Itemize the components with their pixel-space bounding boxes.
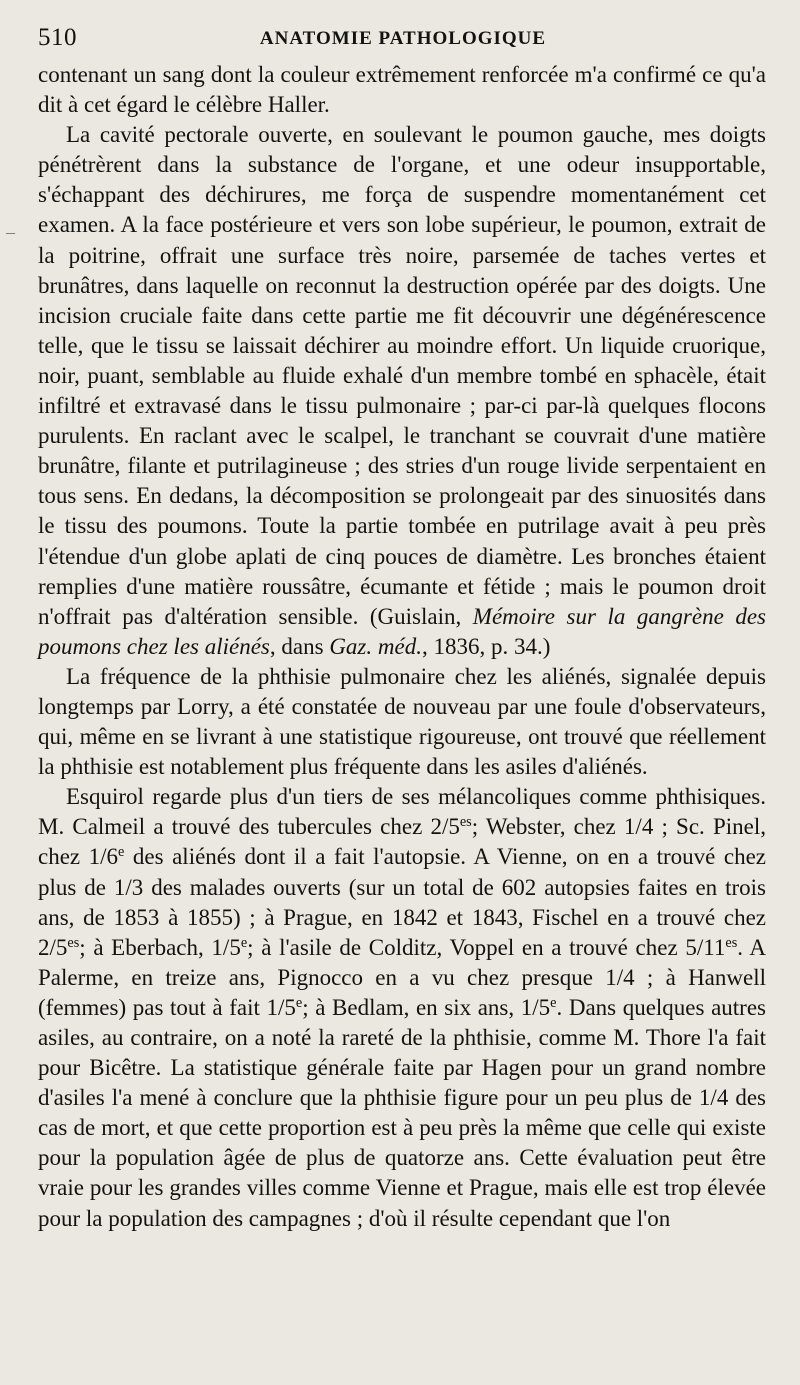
paragraph-phthisie-frequency: La fréquence de la phthisie pulmonaire chez les aliénés, signalée depuis longtemps par Lorry, a été constatée de nouveau par une foule d'observateurs, qui, même en se livrant à une statistique rigoureuse, ont trouvé que réellement la phthisie est notablement plus fréquente dans les asiles d'aliénés. <box>38 663 766 780</box>
citation-end: , 1836, p. 34.) <box>421 633 551 659</box>
statistics-text: ; Webster, chez 1/4 ; Sc. Pinel, chez 1/6 <box>38 814 766 870</box>
citation-connector: , dans <box>269 633 330 659</box>
page-number: 510 <box>38 24 77 51</box>
ordinal-superscript: es <box>67 934 80 951</box>
paragraph-continuation: contenant un sang dont la couleur extrêmement renforcée m'a confirmé ce qu'a dit à cet égard le célèbre Haller. <box>38 62 766 118</box>
ordinal-superscript: e <box>550 995 557 1012</box>
ordinal-superscript: es <box>459 814 472 831</box>
statistics-text: des aliénés dont il a fait l'autopsie. A Vienne, on en a trouvé chez plus de 1/3 des malades ouverts (sur un total de 602 autopsies faites en trois ans, de 1853 à 1855) ; à Prague, en 1842 et 1843, Fischel en a trouvé chez 2/5 <box>38 844 767 960</box>
paragraph-autopsy-report <box>38 120 766 662</box>
statistics-text: ; à Bedlam, en six ans, 1/5 <box>302 994 551 1020</box>
ordinal-superscript: es <box>725 934 738 951</box>
statistics-text: . A Palerme, en treize ans, Pignocco en a vu chez presque 1/4 ; à Hanwell (femmes) pas tout à fait 1/5 <box>38 934 767 1020</box>
statistics-text: ; à l'asile de Colditz, Voppel en a trouvé chez 5/11 <box>247 934 726 960</box>
ordinal-superscript: e <box>118 844 125 861</box>
citation-journal: Gaz. méd. <box>329 633 422 659</box>
paragraph-statistics <box>38 782 766 1233</box>
body-text <box>38 60 766 1234</box>
page-header <box>38 24 768 58</box>
paragraph-text: La cavité pectorale ouverte, en soulevant le poumon gauche, mes doigts pénétrèrent dans la substance de l'organe, et une odeur insupportable, s'échappant des déchirures, me força de suspendre momentanément cet examen. A la face postérieure et vers son lobe supérieur, le poumon, extrait de la poitrine, offrait une surface très noire, parsemée de taches vertes et brunâtres, dans laquelle on reconnut la destruction opérée par des doigts. Une incision cruciale faite dans cette partie me fit découvrir une dégénérescence telle, que le tissu se laissait déchirer au moindre effort. Un liquide cruorique, noir, puant, semblable au fluide exhalé d'un membre tombé en sphacèle, était infiltré et extravasé dans le tissu pulmonaire ; par-ci par-là quelques flocons purulents. En raclant avec le scalpel, le tranchant se couvrait d'une matière brunâtre, filante et putrilagineuse ; des stries d'un rouge livide serpentaient en tous sens. En dedans, la décomposition se prolongeait par des sinuosités dans le tissu des poumons. Toute la partie tombée en putrilage avait à peu près l'étendue d'un globe aplati de cinq pouces de diamètre. Les bronches étaient remplies d'une matière roussâtre, écumante et fétide ; mais le poumon droit n'offrait pas d'altération sensible. (Guislain, <box>38 122 766 629</box>
statistics-text: ; à Eberbach, 1/5 <box>79 934 241 960</box>
statistics-text: . Dans quelques autres asiles, au contraire, on a noté la rareté de la phthisie, comme M. Thore l'a fait pour Bicêtre. La statistique générale faite par Hagen pour un grand nombre d'asiles l'a mené à conclure que la phthisie figure pour un peu plus de 1/4 des cas de mort, et que cette proportion est à peu près la même que celle qui existe pour la population âgée de plus de quatorze ans. Cette évaluation peut être vraie pour les grandes villes comme Vienne et Prague, mais elle est trop élevée pour la population des campagnes ; d'où il résulte cependant que l'on <box>38 994 767 1231</box>
statistics-text: Esquirol regarde plus d'un tiers de ses mélancoliques comme phthisiques. M. Calmeil a trouvé des tubercules chez 2/5 <box>38 784 766 840</box>
margin-mark: – <box>6 222 15 242</box>
citation-title: Mémoire sur la gangrène des poumons chez les aliénés <box>38 603 766 659</box>
ordinal-superscript: e <box>240 934 248 951</box>
running-head: ANATOMIE PATHOLOGIQUE <box>259 28 547 49</box>
ordinal-superscript: e <box>295 995 303 1012</box>
